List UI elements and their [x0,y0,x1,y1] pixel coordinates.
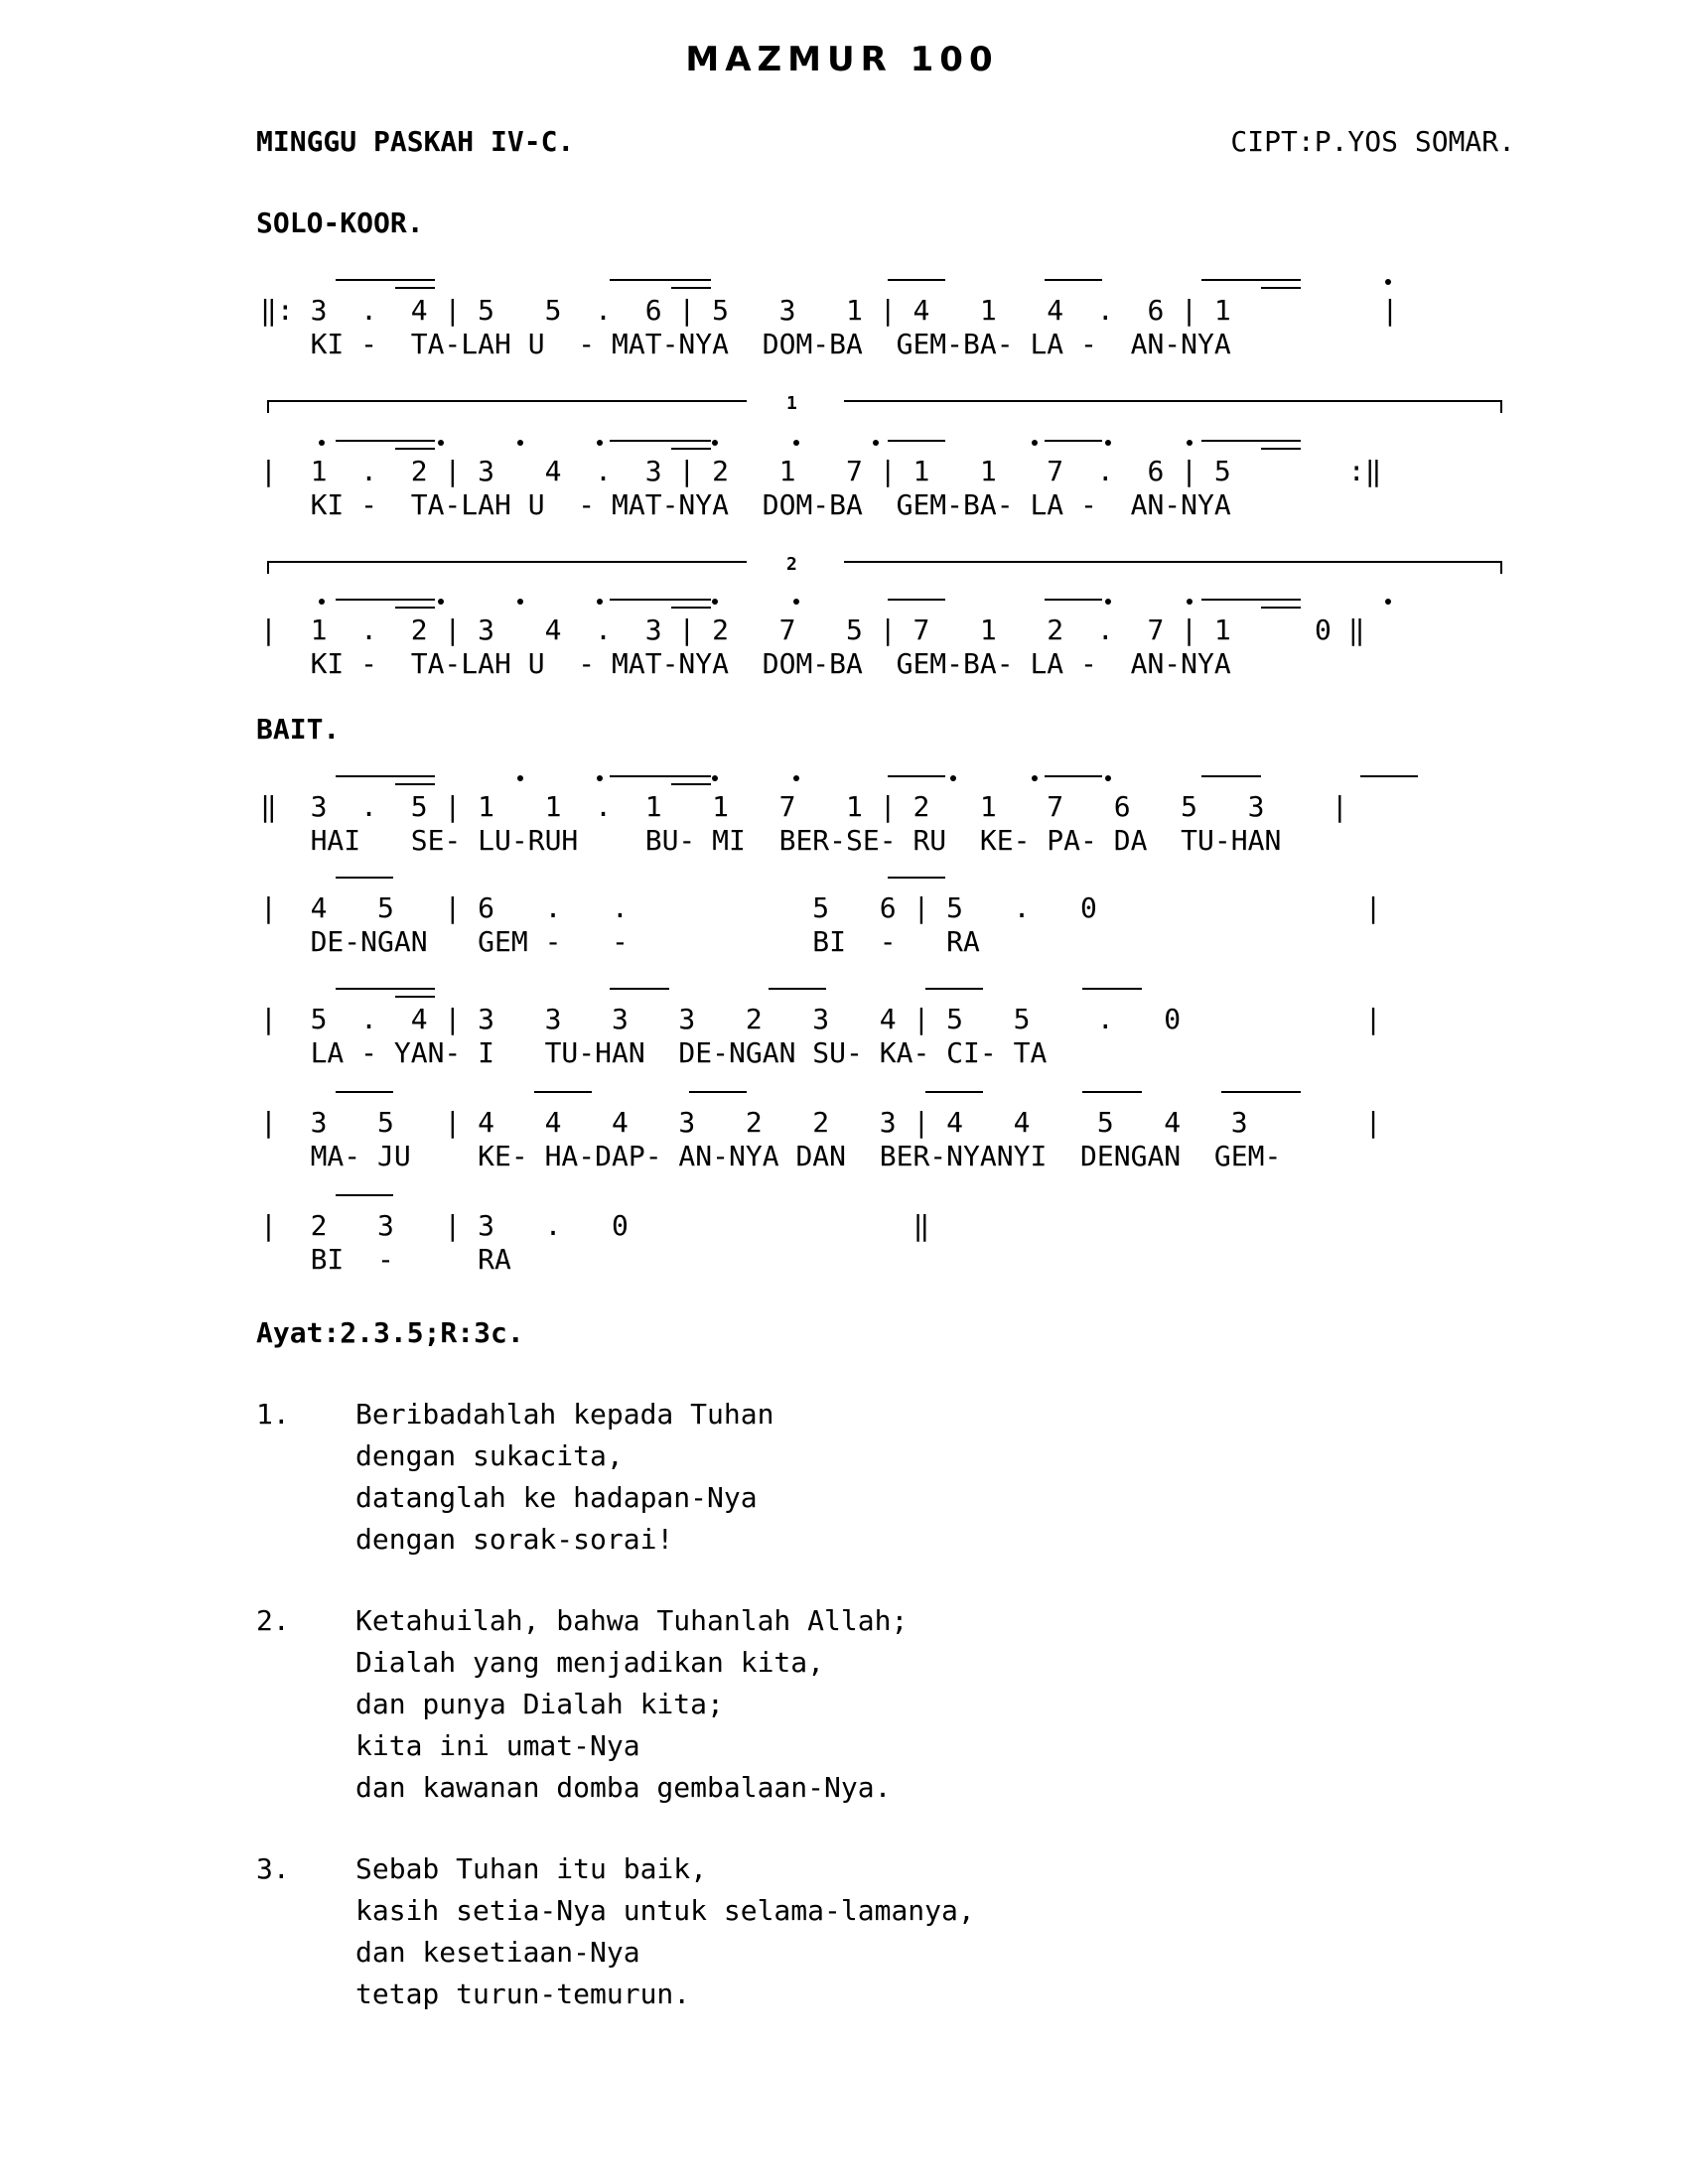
verse-2-line-4: kita ini umat-Nya [355,1729,640,1762]
bait-lyric-1: HAI SE- LU-RUH BU- MI BER-SE- RU KE- PA- DA TU-HAN [260,824,1282,857]
verse-1-line-4: dengan sorak-sorai! [355,1523,674,1556]
bait-lyric-4: MA- JU KE- HA-DAP- AN-NYA DAN BER-NYANYI DENGAN GEM- [260,1140,1282,1172]
section-solo-koor: SOLO-KOOR. [256,206,424,239]
verse-3-line-1: Sebab Tuhan itu baik, [355,1852,708,1885]
verse-3-line-4: tetap turun-temurun. [355,1978,691,2010]
first-ending-bracket [268,401,1501,413]
bait-lyric-3: LA - YAN- I TU-HAN DE-NGAN SU- KA- CI- TA [260,1036,1048,1069]
bait-lyric-2: DE-NGAN GEM - - BI - RA [260,925,980,958]
verse-2-line-5: dan kawanan domba gembalaan-Nya. [355,1771,892,1804]
bait-notes-3: | 5 . 4 | 3 3 3 3 2 3 4 | 5 5 . 0 | [260,1003,1382,1035]
refrain-notes-2: | 1 . 2 | 3 4 . 3 | 2 1 7 | 1 1 7 . 6 | 5 :‖ [260,455,1382,487]
verse-reference: Ayat:2.3.5;R:3c. [256,1316,524,1349]
verse-1-line-1: Beribadahlah kepada Tuhan [355,1398,774,1431]
bait-notes-1: ‖ 3 . 5 | 1 1 . 1 1 7 1 | 2 1 7 6 5 3 | [260,790,1348,823]
refrain-lyric-3: KI - TA-LAH U - MAT-NYA DOM-BA GEM-BA- LA - AN-NYA [260,647,1231,680]
verse-1-line-2: dengan sukacita, [355,1439,624,1472]
second-ending-bracket [268,562,1501,574]
occasion-label: MINGGU PASKAH IV-C. [256,125,575,158]
first-ending-label: 1 [786,393,797,414]
composer-label: CIPT:P.YOS SOMAR. [1230,125,1515,158]
bait-notes-5: | 2 3 | 3 . 0 ‖ [260,1209,930,1242]
verse-2-line-3: dan punya Dialah kita; [355,1688,724,1720]
verse-2-line-2: Dialah yang menjadikan kita, [355,1646,825,1679]
section-bait: BAIT. [256,713,341,746]
refrain-notes-1: ‖: 3 . 4 | 5 5 . 6 | 5 3 1 | 4 1 4 . 6 | 1 | [260,294,1399,327]
page-title: MAZMUR 100 [685,40,999,79]
refrain-lyric-2: KI - TA-LAH U - MAT-NYA DOM-BA GEM-BA- LA - AN-NYA [260,488,1231,521]
verse-3-line-3: dan kesetiaan-Nya [355,1936,640,1969]
bait-lyric-5: BI - RA [260,1243,511,1276]
verse-number-2: 2. [256,1604,290,1637]
second-ending-label: 2 [786,554,797,575]
bait-notes-2: | 4 5 | 6 . . 5 6 | 5 . 0 | [260,891,1382,924]
verse-1-line-3: datanglah ke hadapan-Nya [355,1481,758,1514]
verse-3-line-2: kasih setia-Nya untuk selama-lamanya, [355,1894,975,1927]
refrain-lyric-1: KI - TA-LAH U - MAT-NYA DOM-BA GEM-BA- LA - AN-NYA [260,328,1231,360]
verse-2-line-1: Ketahuilah, bahwa Tuhanlah Allah; [355,1604,909,1637]
bait-notes-4: | 3 5 | 4 4 4 3 2 2 3 | 4 4 5 4 3 | [260,1106,1382,1139]
verse-number-3: 3. [256,1852,290,1885]
refrain-notes-3: | 1 . 2 | 3 4 . 3 | 2 7 5 | 7 1 2 . 7 | 1 0 ‖ [260,614,1365,646]
verse-number-1: 1. [256,1398,290,1431]
